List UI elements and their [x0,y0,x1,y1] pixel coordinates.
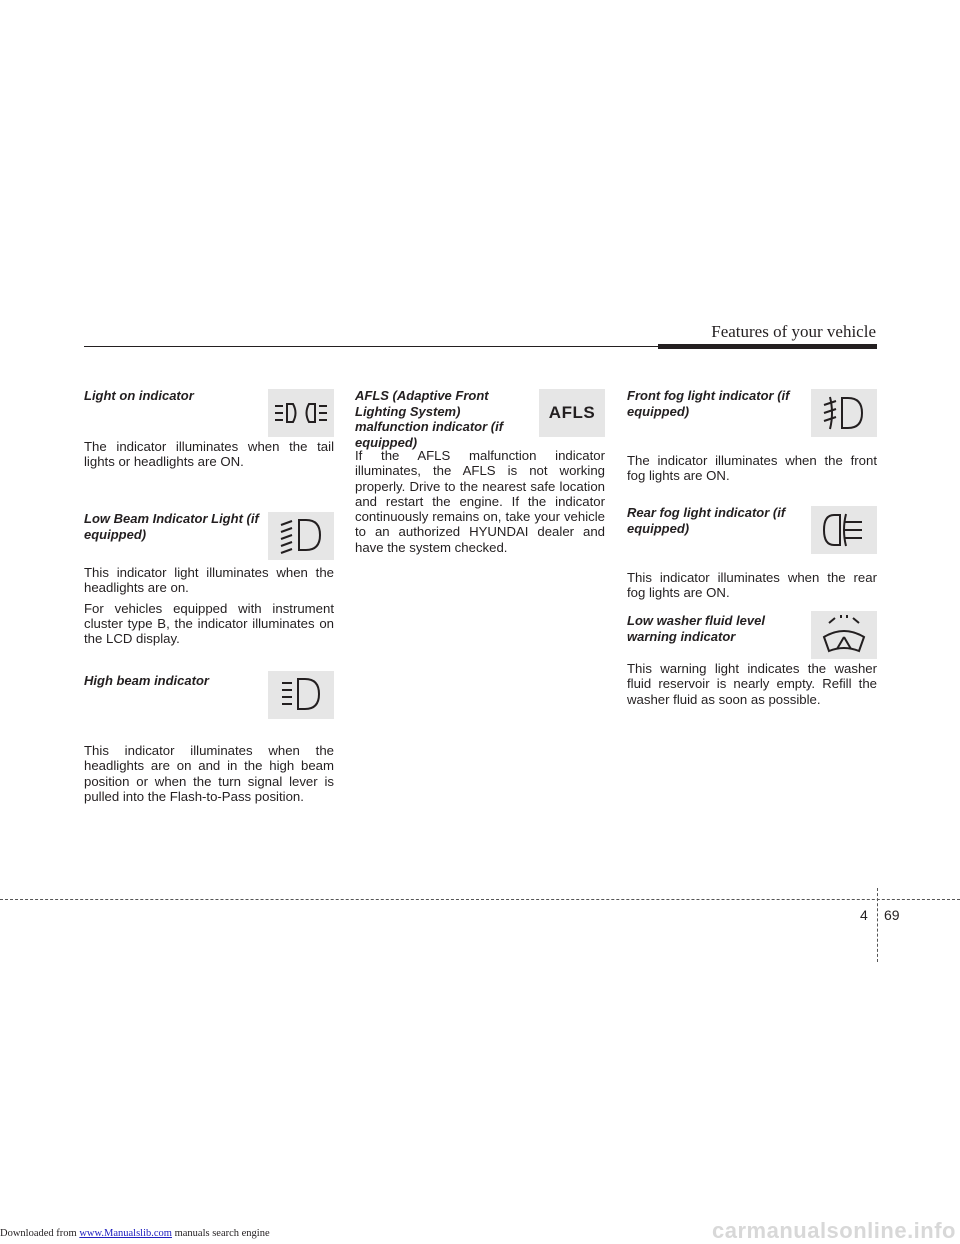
page-chapter: 4 [860,907,868,923]
header-bar [658,344,877,349]
section-high-beam [84,673,334,804]
section-front-fog [627,388,877,505]
column-2 [355,388,605,555]
heading-light-on: Light on indicator [84,388,194,403]
washer-fluid-icon [811,611,877,659]
footer-rule [0,899,960,900]
section-low-beam [84,511,334,673]
body-light-on: The indicator illuminates when the tail lights or headlights are ON. [84,439,334,470]
manualslib-link[interactable]: www.Manualslib.com [79,1228,172,1239]
heading-afls: AFLS (Adaptive Front Lighting System) malfunction indicator (if equipped) [355,388,504,450]
watermark: carmanualsonline.info [712,1218,956,1243]
body-front-fog: The indicator illuminates when the front fog lights are ON. [627,453,877,484]
body-low-beam-1: This indicator light illuminates when the headlights are on. [84,565,334,596]
afls-icon-label: AFLS [548,403,596,422]
header-title: Features of your vehicle [711,322,876,341]
afls-icon [539,389,605,437]
column-3 [627,388,877,707]
heading-rear-fog: Rear fog light indicator (if equipped) [627,505,786,536]
heading-low-beam: Low Beam Indicator Light (if equipped) [84,511,259,542]
low-beam-icon [268,512,334,560]
body-high-beam: This indicator illuminates when the headlights are on and in the high beam position or when the turn signal lever is pulled into the Flash-to-Pass position. [84,743,334,804]
body-low-beam-2: For vehicles equipped with instrument cluster type B, the indicator illuminates on the LCD display. [84,600,334,647]
heading-front-fog: Front fog light indicator (if equipped) [627,388,790,419]
headlight-tail-icon [268,389,334,437]
column-1 [84,388,334,804]
footer-divider [877,888,878,962]
rear-fog-icon [811,506,877,554]
download-line [0,1228,270,1239]
page-number: 69 [884,907,900,923]
section-washer [627,613,877,707]
section-afls [355,388,605,555]
section-rear-fog [627,505,877,613]
section-light-on [84,388,334,511]
body-washer: This warning light indicates the washer fluid reservoir is nearly empty. Refill the washer fluid as soon as possible. [627,661,877,707]
heading-high-beam: High beam indicator [84,673,209,688]
heading-washer: Low washer fluid level warning indicator [627,613,765,644]
body-rear-fog: This indicator illuminates when the rear fog lights are ON. [627,570,877,601]
high-beam-icon [268,671,334,719]
front-fog-icon [811,389,877,437]
download-prefix: Downloaded from [0,1228,80,1239]
body-afls: If the AFLS malfunction indicator illuminates, the AFLS is not working properly. Drive to the nearest safe location and restart the engine. If the indicator continuously remains on, take your vehicle to an authorized HYUNDAI dealer and have the system checked. [355,448,605,555]
download-suffix: manuals search engine [171,1228,270,1239]
